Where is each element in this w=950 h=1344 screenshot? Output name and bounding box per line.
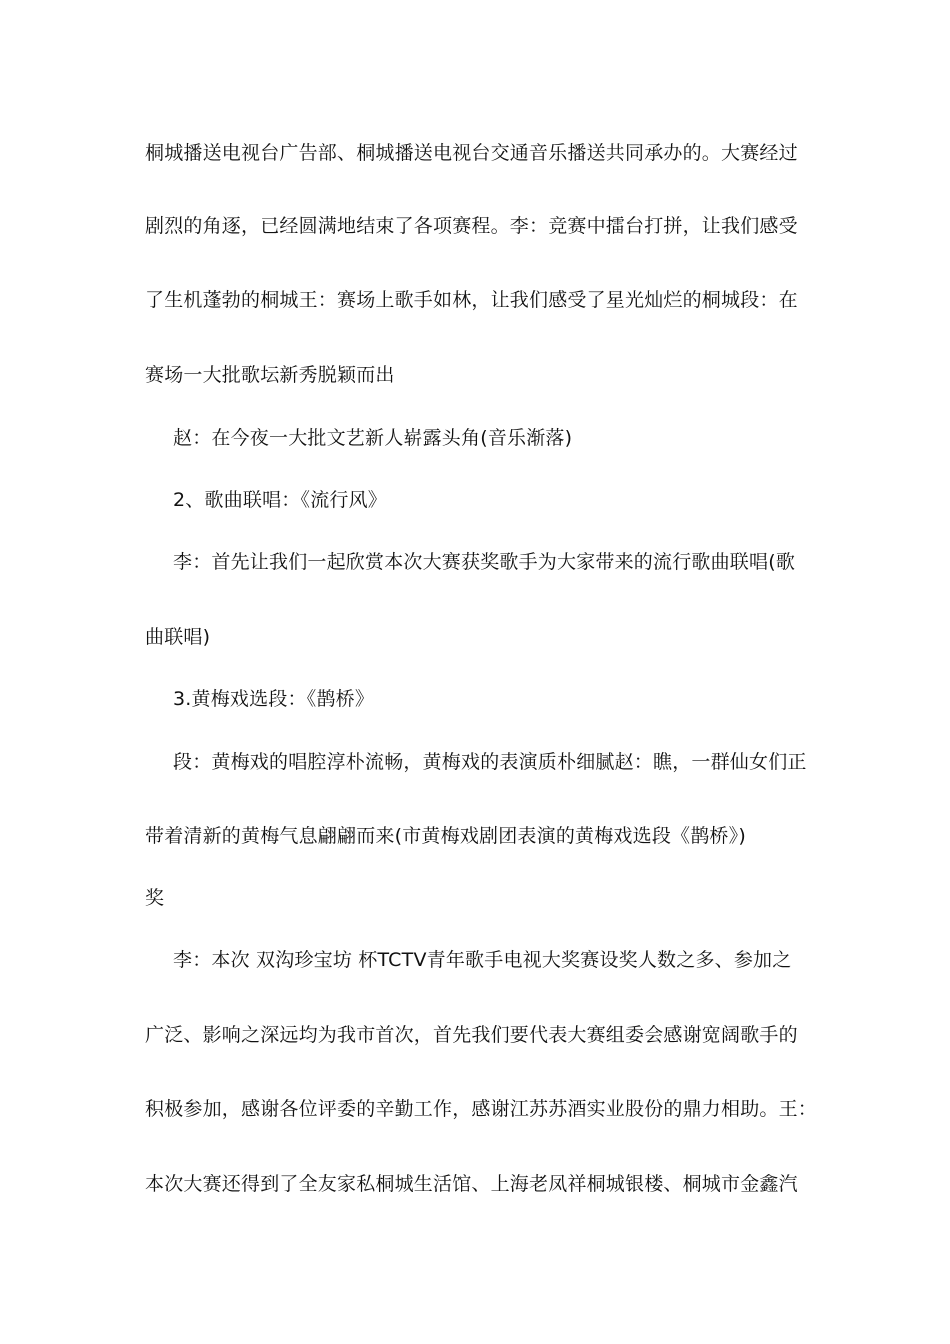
paragraph-line: 本次大赛还得到了全友家私桐城生活馆、上海老凤祥桐城银楼、桐城市金鑫汽 [145, 1173, 798, 1195]
section-heading: 3.黄梅戏选段：《鹊桥》 [173, 688, 375, 710]
paragraph-line: 曲联唱) [145, 626, 211, 648]
section-heading: 2、歌曲联唱：《流行风》 [173, 489, 387, 511]
paragraph-line: 奖 [145, 887, 165, 909]
paragraph-line: 了生机蓬勃的桐城王：赛场上歌手如林，让我们感受了星光灿烂的桐城段：在 [145, 289, 798, 311]
paragraph-line: 积极参加，感谢各位评委的辛勤工作，感谢江苏苏酒实业股份的鼎力相助。王： [145, 1098, 818, 1120]
paragraph-line: 剧烈的角逐，已经圆满地结束了各项赛程。李：竞赛中擂台打拼，让我们感受 [145, 215, 798, 237]
paragraph-line: 带着清新的黄梅气息翩翩而来(市黄梅戏剧团表演的黄梅戏选段《鹊桥》) [145, 825, 746, 847]
paragraph-line: 李：本次 双沟珍宝坊 杯TCTV青年歌手电视大奖赛设奖人数之多、参加之 [173, 949, 792, 971]
paragraph-line: 广泛、影响之深远均为我市首次，首先我们要代表大赛组委会感谢宽阔歌手的 [145, 1024, 798, 1046]
paragraph-line: 赵：在今夜一大批文艺新人崭露头角(音乐渐落) [173, 427, 573, 449]
paragraph-line: 段：黄梅戏的唱腔淳朴流畅，黄梅戏的表演质朴细腻赵：瞧，一群仙女们正 [173, 751, 807, 773]
paragraph-line: 赛场一大批歌坛新秀脱颖而出 [145, 364, 395, 386]
paragraph-line: 李：首先让我们一起欣赏本次大赛获奖歌手为大家带来的流行歌曲联唱(歌 [173, 551, 796, 573]
paragraph-line: 桐城播送电视台广告部、桐城播送电视台交通音乐播送共同承办的。大赛经过 [145, 142, 798, 164]
